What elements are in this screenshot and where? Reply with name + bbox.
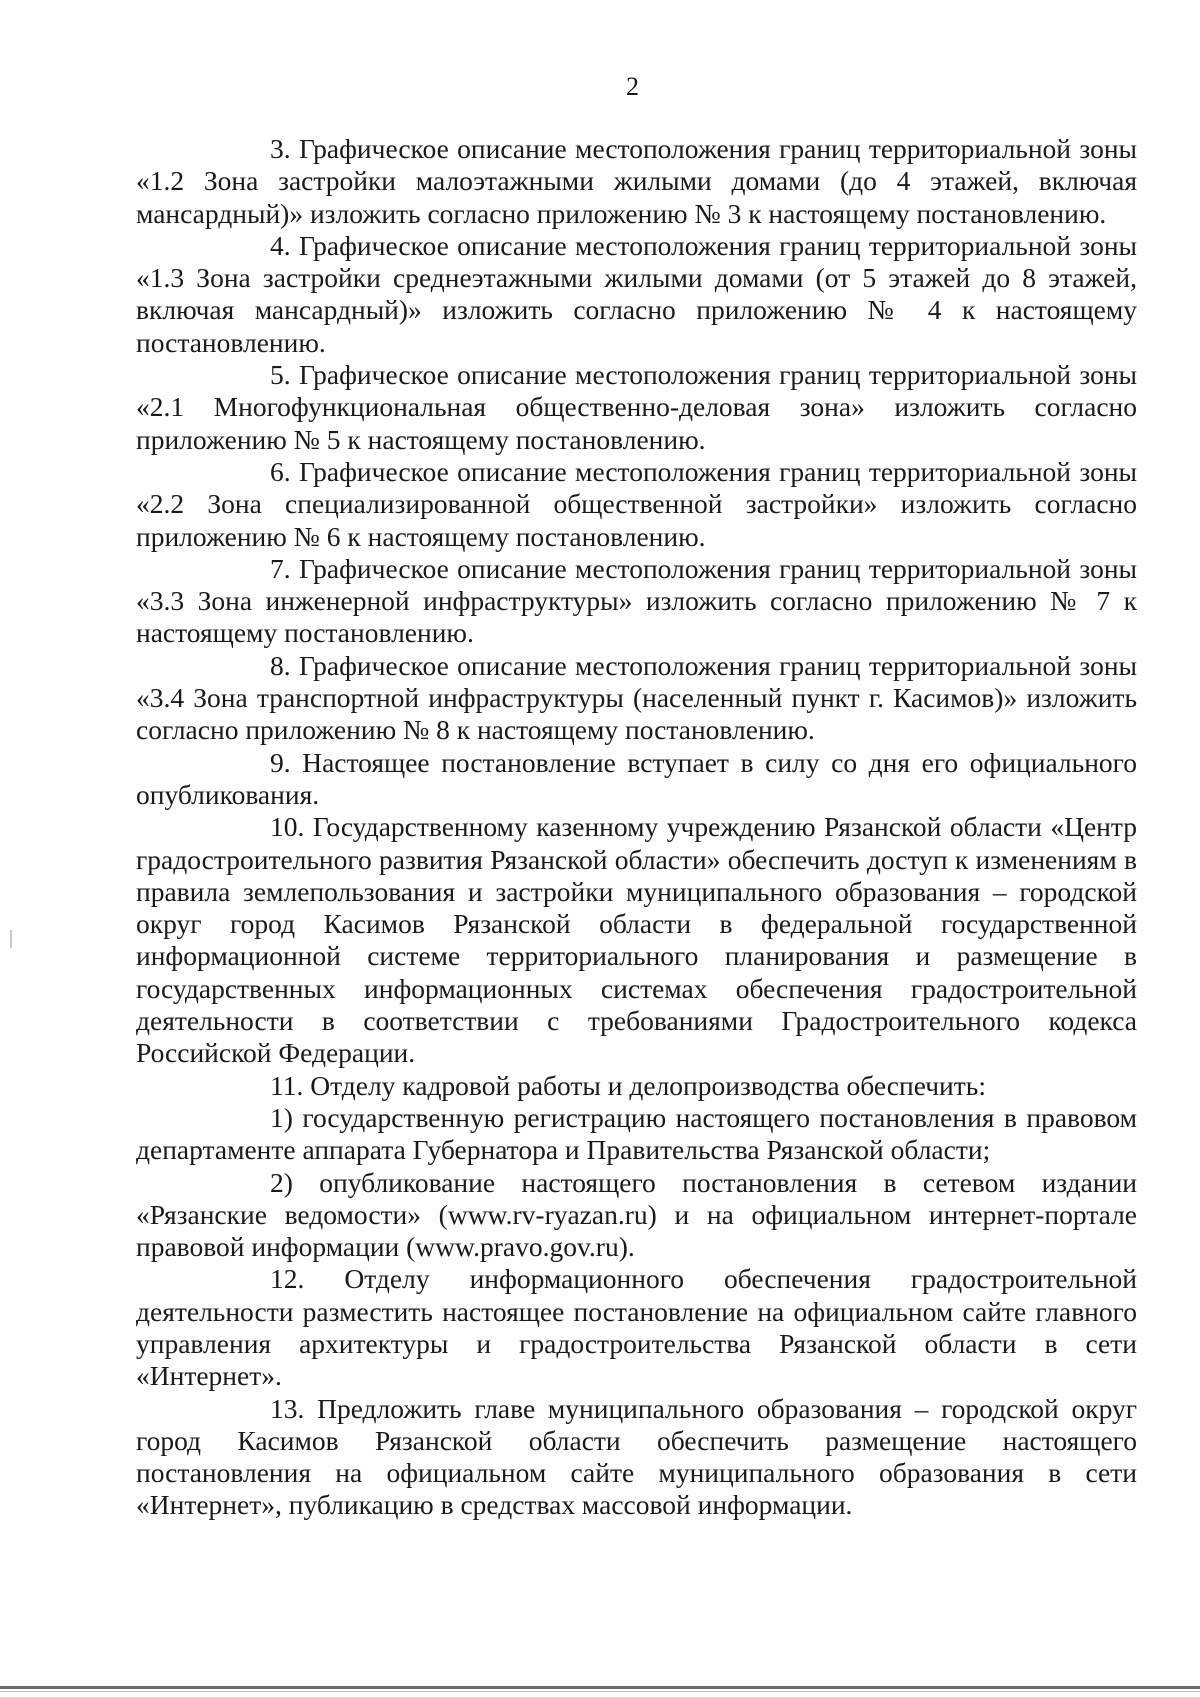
paragraph-number: 7. — [270, 552, 291, 584]
page-number: 2 — [626, 72, 639, 101]
scan-edge-shadow — [0, 1691, 1200, 1692]
paragraph-number: 5. — [270, 359, 291, 391]
paragraph-text: Графическое описание местоположения границ территориальной зоны «1.2 Зона застройки малоэтажными жилыми домами (до 4 этажей, включая мансардный)» изложить согласно приложению № 3 к настоящему постановлению. — [136, 133, 1138, 229]
paragraph-text: Графическое описание местоположения границ территориальной зоны «2.2 Зона специализированной общественной застройки» изложить согласно приложению № 6 к настоящему постановлению. — [136, 455, 1138, 552]
paragraph-number: 4. — [270, 229, 291, 261]
paragraph-6 — [136, 456, 1137, 553]
paragraph-number: 9. — [270, 746, 291, 778]
subparagraph-1 — [136, 1102, 1137, 1167]
scan-edge-line — [0, 1686, 1200, 1689]
subparagraph-2 — [136, 1167, 1137, 1264]
paragraph-11 — [136, 1070, 1137, 1102]
paragraph-text: Отделу информационного обеспечения градостроительной деятельности разместить настоящее постановление на официальном сайте главного управления архитектуры и градостроительства Рязанской области в сети «Интернет». — [136, 1263, 1137, 1392]
paragraph-3 — [136, 133, 1137, 230]
paragraph-number: 8. — [270, 649, 291, 681]
document-body — [136, 133, 1137, 1522]
paragraph-number: 2) — [270, 1166, 293, 1198]
paragraph-number: 13. — [270, 1392, 305, 1424]
scan-margin-mark — [10, 930, 12, 948]
paragraph-text: Графическое описание местоположения границ территориальной зоны «1.3 Зона застройки среднеэтажными жилыми домами (от 5 этажей до 8 этажей, включая мансардный)» изложить согласно приложению № 4 к настоящему постановлению. — [136, 229, 1138, 358]
paragraph-text: опубликование настоящего постановления в сетевом издании «Рязанские ведомости» (www.rv-ryazan.ru) и на официальном интернет-портале правовой информации (www.pravo.gov.ru). — [136, 1166, 1138, 1263]
paragraph-text: Графическое описание местоположения границ территориальной зоны «3.3 Зона инженерной инфраструктуры» изложить согласно приложению № 7 к настоящему постановлению. — [136, 552, 1138, 649]
paragraph-number: 3. — [270, 133, 291, 164]
paragraph-4 — [136, 230, 1137, 359]
paragraph-text: государственную регистрацию настоящего постановления в правовом департаменте аппарата Губернатора и Правительства Рязанской области; — [136, 1101, 1138, 1166]
paragraph-5 — [136, 359, 1137, 456]
paragraph-text: Предложить главе муниципального образования – городской округ город Касимов Рязанской области обеспечить размещение настоящего постановления на официальном сайте муниципального образования в сети «Интернет», публикацию в средствах массовой информации. — [136, 1392, 1137, 1521]
paragraph-7 — [136, 553, 1137, 650]
paragraph-text: Графическое описание местоположения границ территориальной зоны «2.1 Многофункциональная общественно-деловая зона» изложить согласно приложению № 5 к настоящему постановлению. — [136, 359, 1138, 455]
paragraph-8 — [136, 650, 1137, 747]
paragraph-13 — [136, 1393, 1137, 1522]
paragraph-12 — [136, 1263, 1137, 1392]
paragraph-text: Настоящее постановление вступает в силу со дня его официального опубликования. — [136, 746, 1137, 810]
paragraph-number: 6. — [270, 455, 291, 487]
paragraph-9 — [136, 747, 1137, 812]
paragraph-text: Государственному казенному учреждению Рязанской области «Центр градостроительного развития Рязанской области» обеспечить доступ к изменениям в правила землепользования и застройки муниципального образования – городской округ город Касимов Рязанской области в федеральной государственной информационной системе территориального планирования и размещение в государственных информационных системах обеспечения градостроительной деятельности в соответствии с требованиями Градостроительного кодекса Российской Федерации. — [136, 811, 1138, 1069]
paragraph-text: Отделу кадровой работы и делопроизводства обеспечить: — [310, 1069, 986, 1101]
paragraph-number: 11. — [270, 1069, 304, 1101]
paragraph-number: 12. — [270, 1263, 305, 1295]
paragraph-number: 1) — [270, 1101, 293, 1133]
paragraph-number: 10. — [270, 811, 305, 843]
paragraph-10 — [136, 811, 1137, 1069]
paragraph-text: Графическое описание местоположения границ территориальной зоны «3.4 Зона транспортной инфраструктуры (населенный пункт г. Касимов)» изложить согласно приложению № 8 к настоящему постановлению. — [136, 649, 1138, 746]
